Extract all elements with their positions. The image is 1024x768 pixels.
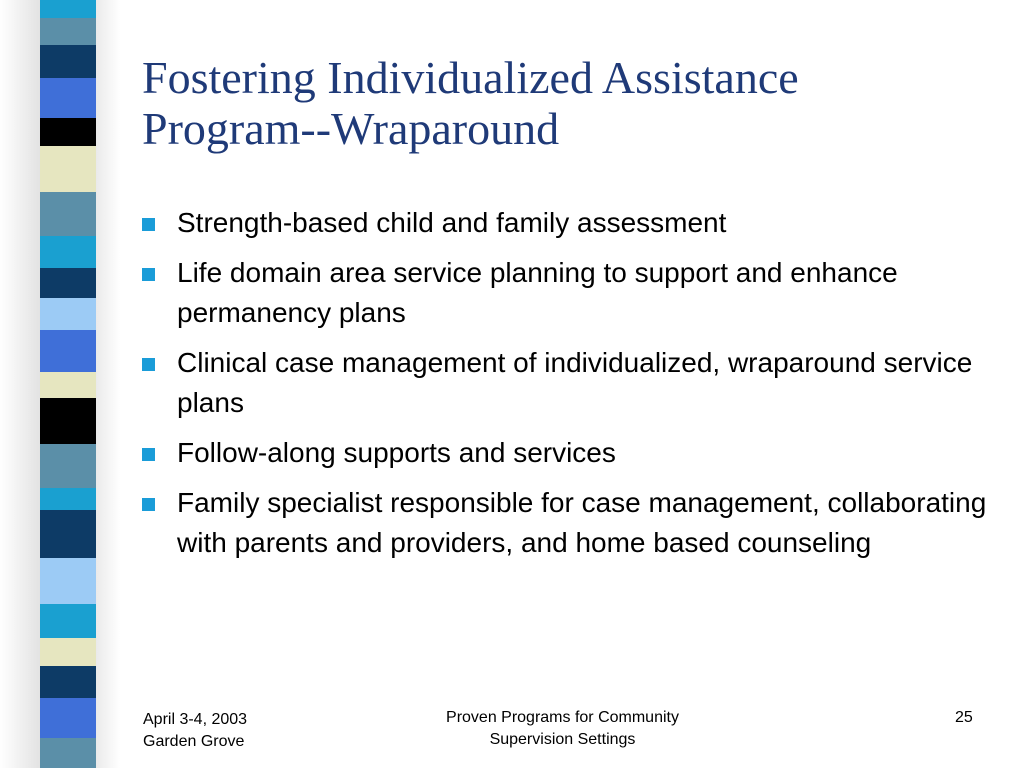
bullet-item — [142, 253, 992, 333]
footer-presentation-title — [380, 707, 745, 751]
bullet-text: Clinical case management of individualized, wraparound service plans — [177, 347, 973, 418]
bullet-text: Follow-along supports and services — [177, 437, 616, 468]
footer-date-location — [143, 709, 247, 753]
stripe-block — [40, 78, 96, 118]
stripe-block — [40, 0, 96, 18]
slide-title-line-2: Program--Wraparound — [142, 103, 560, 154]
stripe-block — [40, 666, 96, 698]
stripe-block — [40, 298, 96, 330]
stripe-block — [40, 372, 96, 398]
stripe-block — [40, 268, 96, 298]
stripe-block — [40, 18, 96, 45]
stripe-block — [40, 638, 96, 666]
square-bullet-icon — [142, 218, 155, 231]
footer-location: Garden Grove — [143, 733, 245, 750]
stripe-block — [40, 558, 96, 604]
stripe-block — [40, 444, 96, 488]
bullet-item — [142, 433, 992, 473]
bullet-text: Life domain area service planning to support and enhance permanency plans — [177, 257, 898, 328]
stripe-block — [40, 45, 96, 78]
stripe-block — [40, 398, 96, 444]
square-bullet-icon — [142, 448, 155, 461]
square-bullet-icon — [142, 358, 155, 371]
stripe-block — [40, 192, 96, 236]
stripe-block — [40, 146, 96, 192]
bullet-item — [142, 203, 992, 243]
stripe-block — [40, 698, 96, 738]
stripe-block — [40, 236, 96, 268]
bullet-list — [142, 203, 992, 573]
bullet-item — [142, 343, 992, 423]
square-bullet-icon — [142, 498, 155, 511]
stripe-block — [40, 738, 96, 768]
stripe-block — [40, 330, 96, 372]
stripe-block — [40, 118, 96, 146]
bullet-text: Family specialist responsible for case management, collaborating with parents and providers, and home based counseling — [177, 487, 987, 558]
stripe-block — [40, 488, 96, 510]
square-bullet-icon — [142, 268, 155, 281]
slide-number: 25 — [955, 709, 973, 726]
slide-title-line-1: Fostering Individualized Assistance — [142, 52, 799, 103]
bullet-text: Strength-based child and family assessment — [177, 207, 727, 238]
footer-center-line-1: Proven Programs for Community — [446, 709, 679, 726]
decorative-block-stripe — [0, 0, 120, 768]
footer-center-line-2: Supervision Settings — [489, 731, 636, 748]
slide-title — [142, 52, 1002, 154]
stripe-block — [40, 604, 96, 638]
stripe-block — [40, 510, 96, 558]
footer-date: April 3-4, 2003 — [143, 711, 248, 728]
bullet-item — [142, 483, 992, 563]
